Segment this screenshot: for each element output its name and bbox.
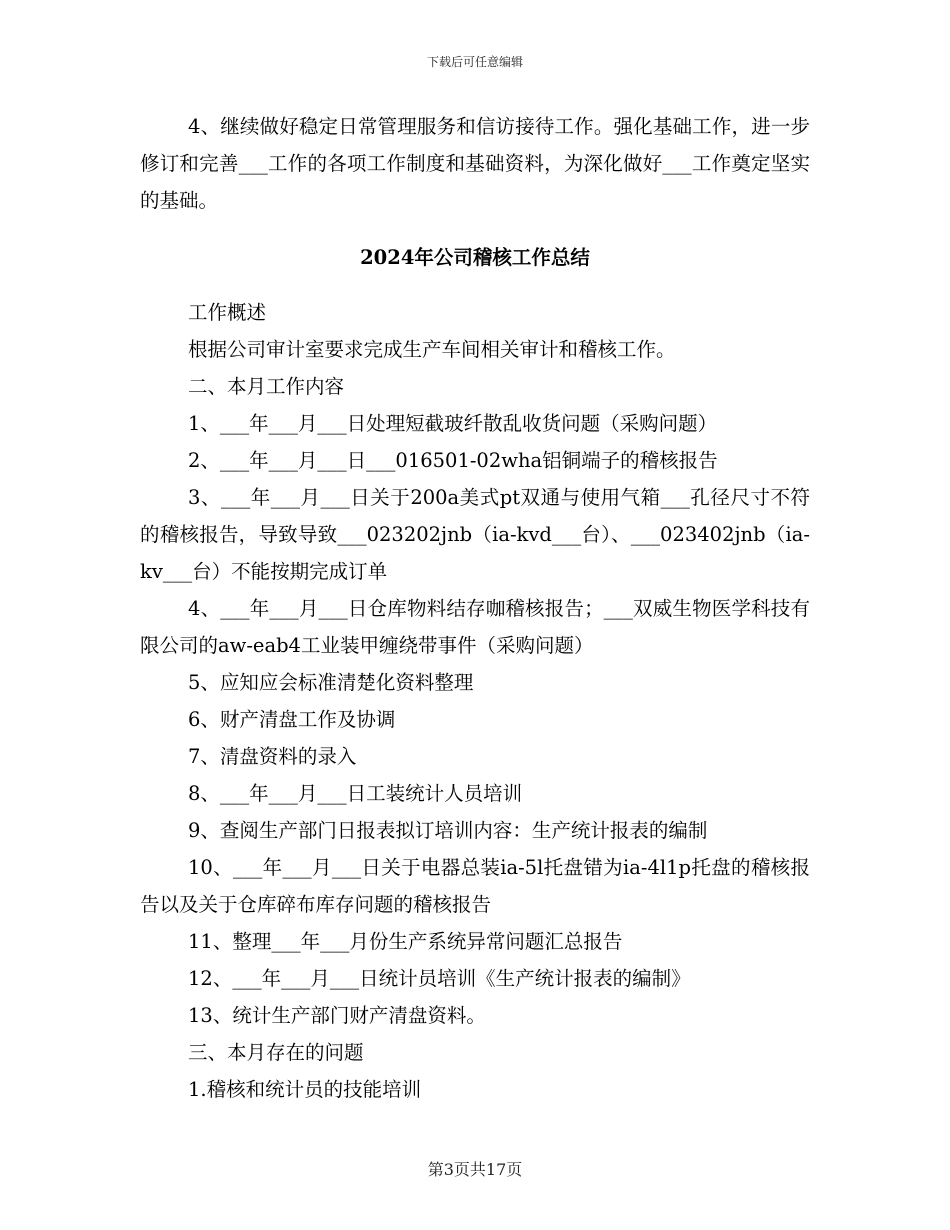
list-item: 7、清盘资料的录入 (188, 745, 357, 768)
section-heading: 二、本月工作内容 (188, 375, 345, 398)
list-item: 5、应知应会标准清楚化资料整理 (188, 671, 474, 694)
list-item: 13、统计生产部门财产清盘资料。 (188, 1004, 486, 1027)
document-title: 2024年公司稽核工作总结 (360, 246, 590, 269)
list-item: 1.稽核和统计员的技能培训 (188, 1078, 422, 1101)
intro-paragraph: 4、继续做好稳定日常管理服务和信访接待工作。强化基础工作，进一步修订和完善___工作的各项工作制度和基础资料，为深化做好___工作奠定坚实的基础。 (140, 115, 810, 212)
list-item: 2、___年___月___日___016501-02wha铝铜端子的稽核报告 (188, 449, 718, 472)
list-item: 8、___年___月___日工装统计人员培训 (188, 782, 523, 805)
list-item: 10、___年___月___日关于电器总装ia-5l托盘错为ia-4l1p托盘的稽核报告以及关于仓库碎布库存问题的稽核报告 (140, 856, 810, 916)
list-item: 4、___年___月___日仓库物料结存咖稽核报告；___双威生物医学科技有限公司的aw-eab4工业装甲缠绕带事件（采购问题） (140, 597, 810, 657)
list-item: 12、___年___月___日统计员培训《生产统计报表的编制》 (188, 967, 691, 990)
paragraph: 根据公司审计室要求完成生产车间相关审计和稽核工作。 (188, 338, 676, 361)
page-footer: 第3页共17页 (427, 1160, 523, 1179)
document-body (140, 108, 810, 1108)
page-header: 下载后可任意编辑 (426, 55, 523, 69)
list-item: 6、财产清盘工作及协调 (188, 708, 396, 731)
list-item: 9、查阅生产部门日报表拟订培训内容：生产统计报表的编制 (188, 819, 708, 842)
list-item: 3、___年___月___日关于200a美式pt双通与使用气箱___孔径尺寸不符的稽核报告，导致导致___023202jnb（ia-kvd___台）、___023402jnb（ia-kv___台）不能按期完成订单 (140, 486, 810, 583)
list-item: 11、整理___年___月份生产系统异常问题汇总报告 (188, 930, 623, 953)
list-item: 1、___年___月___日处理短截玻纤散乱收货问题（采购问题） (188, 412, 718, 435)
section-heading: 三、本月存在的问题 (188, 1041, 364, 1064)
paragraph: 工作概述 (188, 301, 267, 324)
